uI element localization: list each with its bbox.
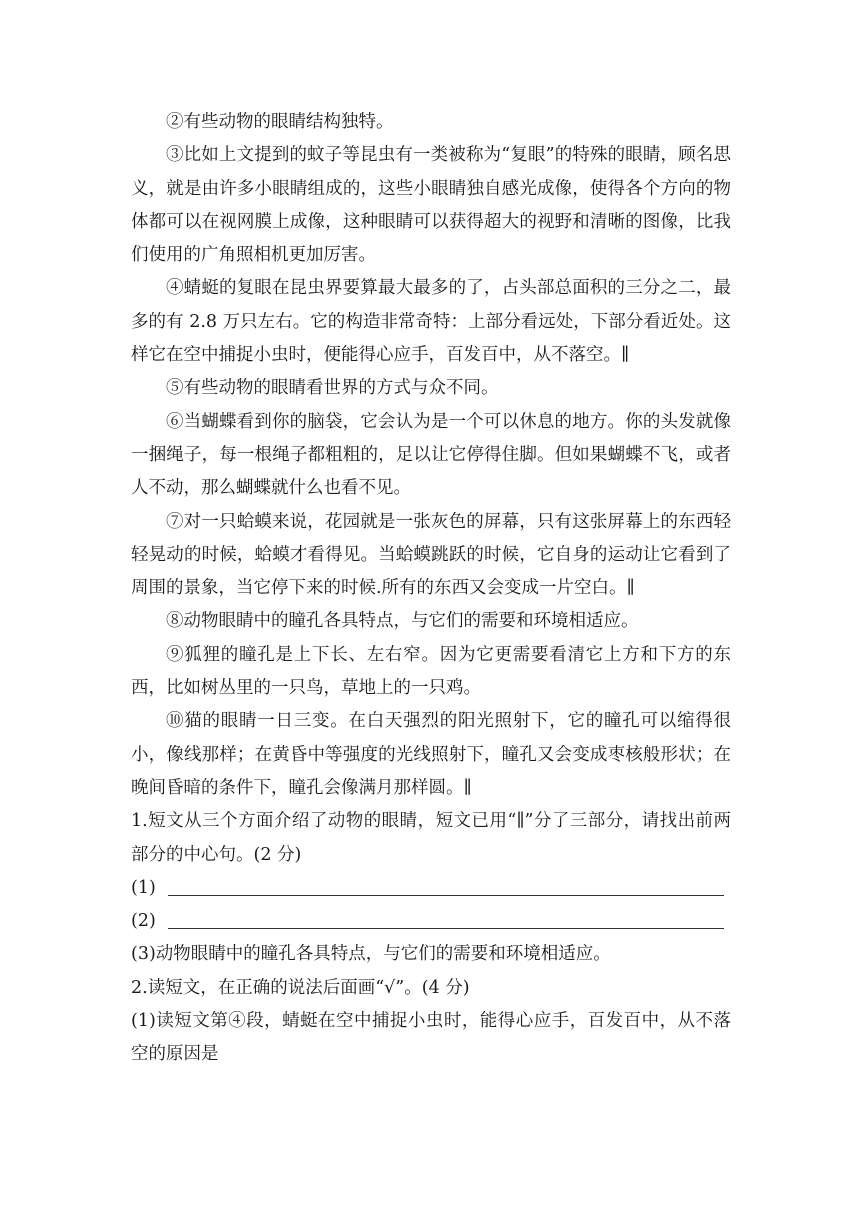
question-1-prompt: 1.短文从三个方面介绍了动物的眼睛，短文已用“∥”分了三部分，请找出前两部分的中心句。(2 分) [131, 811, 731, 865]
paragraph-6: ⑥当蝴蝶看到你的脑袋，它会认为是一个可以休息的地方。你的头发就像一捆绳子，每一根绳子都粗粗的，足以让它停得住脚。但如果蝴蝶不飞，或者人不动，那么蝴蝶就什么也看不见。 [131, 411, 731, 499]
paragraph-8: ⑧动物眼睛中的瞳孔各具特点，与它们的需要和环境相适应。 [166, 611, 639, 632]
document-content [131, 106, 731, 1072]
answer-1-blank[interactable] [168, 894, 724, 896]
paragraph-10: ⑩猫的眼睛一日三变。在白天强烈的阳光照射下，它的瞳孔可以缩得很小，像线那样；在黄昏中等强度的光线照射下，瞳孔又会变成枣核般形状；在晚间昏暗的条件下，瞳孔会像满月那样圆。∥ [131, 711, 731, 798]
paragraph-3: ③比如上文提到的蚊子等昆虫有一类被称为“复眼”的特殊的眼睛，顾名思义，就是由许多小眼睛组成的，这些小眼睛独自感光成像，使得各个方向的物体都可以在视网膜上成像，这种眼睛可以获得超大的视野和清晰的图像，比我们使用的广角照相机更加厉害。 [131, 145, 731, 266]
paragraph-2: ②有些动物的眼睛结构独特。 [166, 112, 394, 132]
answer-1-label: (1) [131, 877, 156, 898]
answer-2-blank[interactable] [168, 927, 724, 929]
question-1-answer-1 [131, 872, 731, 905]
paragraph-4: ④蜻蜓的复眼在昆虫界要算最大最多的了，占头部总面积的三分之二，最多的有 2.8 万只左右。它的构造非常奇特：上部分看远处，下部分看近处。这样它在空中捕捉小虫时，便能得心应手，百发百中，从不落空。∥ [131, 278, 731, 366]
question-1-item-3: (3)动物眼睛中的瞳孔各具特点，与它们的需要和环境相适应。 [131, 944, 611, 965]
question-2-prompt: 2.读短文，在正确的说法后面画“√”。(4 分) [131, 977, 470, 998]
question-1-answer-2 [131, 905, 731, 938]
paragraph-9: ⑨狐狸的瞳孔是上下长、左右窄。因为它更需要看清它上方和下方的东西，比如树丛里的一只鸟，草地上的一只鸡。 [131, 644, 731, 699]
question-2-sub-1: (1)读短文第④段，蜻蜓在空中捕捉小虫时，能得心应手，百发百中，从不落空的原因是 [131, 1011, 731, 1065]
paragraph-7: ⑦对一只蛤蟆来说，花园就是一张灰色的屏幕，只有这张屏幕上的东西轻轻晃动的时候，蛤蟆才看得见。当蛤蟆跳跃的时候，它自身的运动让它看到了周围的景象，当它停下来的时候.所有的东西又会变成一片空白。∥ [131, 511, 731, 599]
answer-2-label: (2) [131, 911, 156, 932]
paragraph-5: ⑤有些动物的眼睛看世界的方式与众不同。 [166, 378, 499, 399]
